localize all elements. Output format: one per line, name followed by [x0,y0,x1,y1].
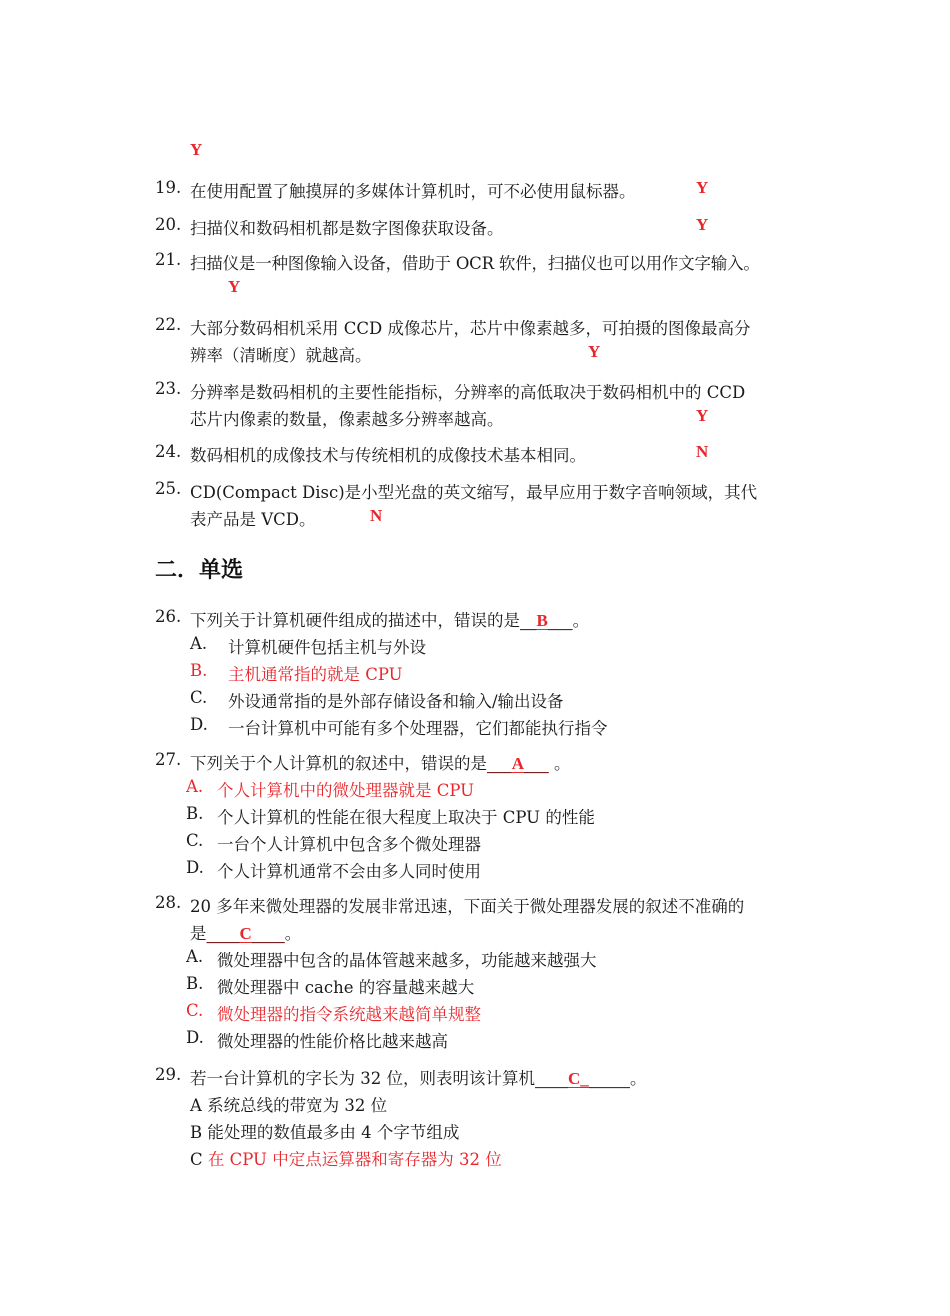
item-number: 21. [155,250,182,269]
item-number: 24. [155,442,182,461]
item-number: 28. [155,893,182,912]
item-number: 20. [155,215,182,234]
item-number: 29. [155,1065,182,1084]
option-text: 一台计算机中可能有多个处理器，它们都能执行指令 [228,719,608,738]
item-text: 扫描仪是一种图像输入设备，借助于 OCR 软件，扫描仪也可以用作文字输入。 [190,254,760,273]
item-text: 数码相机的成像技术与传统相机的成像技术基本相同。 [190,446,586,465]
answer-mark: Y [228,277,241,296]
answer-mark: Y [588,342,601,361]
option-text: 能处理的数值最多由 4 个字节组成 [207,1123,460,1142]
option-label: A. [190,634,208,653]
item-number: 27. [155,750,182,769]
item-text-line1: CD(Compact Disc)是小型光盘的英文缩写，最早应用于数字音响领域，其代 [190,483,758,502]
item-text-line1: 分辨率是数码相机的主要性能指标，分辨率的高低取决于数码相机中的 CCD [190,383,746,402]
item-number: 19. [155,178,182,197]
option-line [190,1092,387,1116]
answer-mark: N [370,506,383,525]
question-stem: 下列关于计算机硬件组成的描述中，错误的是__B___。 [190,611,590,630]
item-number: 22. [155,315,182,334]
option-label: C. [186,831,204,850]
answer-mark: Y [696,178,709,197]
answer-mark: Y [190,140,203,159]
option-text: 微处理器中 cache 的容量越来越大 [217,978,475,997]
option-text-correct: 在 CPU 中定点运算器和寄存器为 32 位 [207,1150,502,1169]
answer-mark: Y [696,406,709,425]
option-line [190,1119,459,1143]
option-text: 系统总线的带宽为 32 位 [207,1096,388,1115]
item-text: 在使用配置了触摸屏的多媒体计算机时，可不必使用鼠标器。 [190,182,636,201]
question-stem-line2: 是____C____。 [190,924,302,943]
option-label: D. [186,858,204,877]
option-text-correct: 个人计算机中的微处理器就是 CPU [217,781,475,800]
option-label: B. [186,974,204,993]
option-line-correct [190,1146,502,1170]
option-label: C [190,1150,203,1169]
option-label: D. [186,1028,204,1047]
question-stem: 下列关于个人计算机的叙述中，错误的是___A___ 。 [190,754,571,773]
option-text: 一台个人计算机中包含多个微处理器 [217,835,481,854]
option-label-correct: A. [186,777,204,796]
option-text-correct: 微处理器的指令系统越来越简单规整 [217,1005,481,1024]
option-label: D. [190,715,208,734]
answer-mark: C [239,924,252,943]
question-stem: 若一台计算机的字长为 32 位，则表明该计算机____C______。 [190,1069,647,1088]
question-stem-line1: 20 多年来微处理器的发展非常迅速，下面关于微处理器发展的叙述不准确的 [190,897,745,916]
answer-mark: C_ [568,1069,589,1088]
option-label: C. [190,688,208,707]
option-text: 外设通常指的是外部存储设备和输入/输出设备 [228,692,564,711]
option-text: 个人计算机的性能在很大程度上取决于 CPU 的性能 [217,808,595,827]
option-text: 微处理器的性能价格比越来越高 [217,1032,448,1051]
item-text-line2: 表产品是 VCD。 [190,510,316,529]
item-number: 23. [155,379,182,398]
answer-mark: A [511,754,525,773]
item-text-line2: 芯片内像素的数量，像素越多分辨率越高。 [190,410,504,429]
option-text: 个人计算机通常不会由多人同时使用 [217,862,481,881]
item-number: 25. [155,479,182,498]
option-label-correct: C. [186,1001,204,1020]
option-label: A [190,1096,202,1115]
option-text: 微处理器中包含的晶体管越来越多，功能越来越强大 [217,951,597,970]
item-text-line1: 大部分数码相机采用 CCD 成像芯片，芯片中像素越多，可拍摄的图像最高分 [190,319,751,338]
option-label: B [190,1123,203,1142]
item-text: 扫描仪和数码相机都是数字图像获取设备。 [190,219,504,238]
answer-mark: N [696,442,709,461]
item-number: 26. [155,607,182,626]
option-text: 计算机硬件包括主机与外设 [228,638,426,657]
answer-mark: Y [696,215,709,234]
option-label-correct: B. [190,661,208,680]
section-heading: 二．单选 [155,558,244,583]
answer-mark: B [536,611,548,630]
option-text-correct: 主机通常指的就是 CPU [228,665,403,684]
option-label: B. [186,804,204,823]
item-text-line2: 辨率（清晰度）就越高。 [190,346,372,365]
option-label: A. [186,947,204,966]
